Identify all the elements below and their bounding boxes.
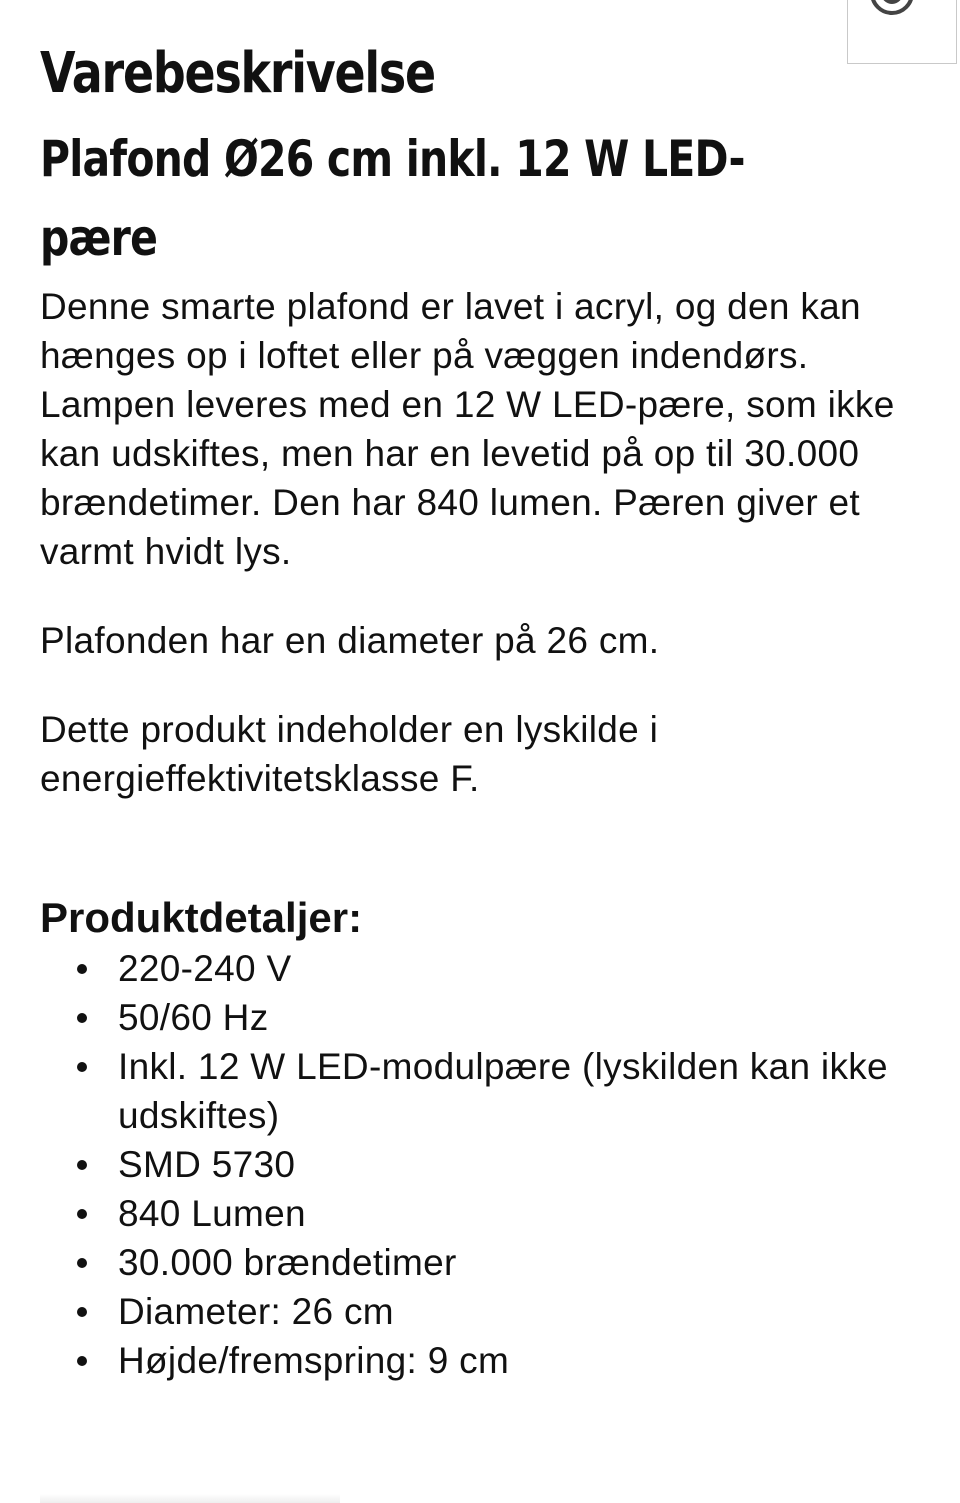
list-item-text: Inkl. 12 W LED-modulpære (lyskilden kan ikke udskiftes): [118, 1046, 888, 1136]
bullet-icon: [77, 1258, 87, 1268]
list-item: [40, 944, 920, 993]
product-description: [40, 282, 920, 843]
list-item: [40, 1336, 920, 1385]
bullet-icon: [77, 964, 87, 974]
list-item: [40, 1238, 920, 1287]
bullet-icon: [77, 1307, 87, 1317]
bullet-icon: [77, 1013, 87, 1023]
section-heading: Varebeskrivelse: [40, 41, 435, 106]
list-item: [40, 1287, 920, 1336]
next-section-edge: [40, 1494, 340, 1503]
list-item: [40, 1189, 920, 1238]
list-item: [40, 1042, 920, 1140]
list-item-text: 50/60 Hz: [118, 997, 269, 1038]
list-item-text: 840 Lumen: [118, 1193, 306, 1234]
description-paragraph: Dette produkt indeholder en lyskilde i energieffektivitetsklasse F.: [40, 709, 659, 799]
bullet-icon: [77, 1356, 87, 1366]
list-item-text: SMD 5730: [118, 1144, 296, 1185]
product-title: Plafond Ø26 cm inkl. 12 W LED-pære: [40, 130, 745, 267]
bullet-icon: [77, 1160, 87, 1170]
list-item-text: 220-240 V: [118, 948, 292, 989]
description-paragraph: Plafonden har en diameter på 26 cm.: [40, 620, 660, 661]
bullet-icon: [77, 1062, 87, 1072]
list-item: [40, 993, 920, 1042]
details-heading: Produktdetaljer:: [40, 894, 363, 941]
corner-button[interactable]: [847, 0, 957, 64]
list-item-text: 30.000 brændetimer: [118, 1242, 457, 1283]
list-item: [40, 1140, 920, 1189]
description-paragraph: Denne smarte plafond er lavet i acryl, og den kan hænges op i loftet eller på væggen indendørs. Lampen leveres med en 12 W LED-pære, som ikke kan udskiftes, men har en levetid på op til 30.000 brændetimer. Den har 840 lumen. Pæren giver et varmt hvidt lys.: [40, 286, 895, 572]
list-item-text: Diameter: 26 cm: [118, 1291, 394, 1332]
bullet-icon: [77, 1209, 87, 1219]
zoom-icon: [868, 0, 916, 17]
details-list: [40, 944, 920, 1385]
list-item-text: Højde/fremspring: 9 cm: [118, 1340, 510, 1381]
